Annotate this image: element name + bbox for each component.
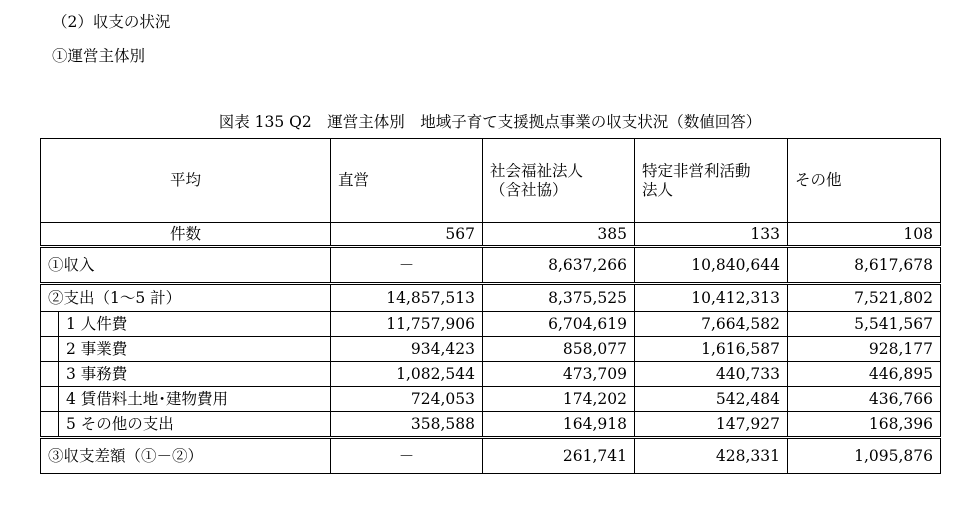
indent-cell	[41, 337, 59, 362]
expense-item-value: 542,484	[635, 387, 788, 412]
table-row	[41, 337, 941, 362]
income-social-welfare: 8,637,266	[483, 247, 635, 284]
expense-item-value: 934,423	[331, 337, 483, 362]
expense-item-value: 168,396	[788, 412, 941, 438]
expense-npo: 10,412,313	[635, 284, 788, 312]
expense-item-value: 147,927	[635, 412, 788, 438]
indent-cell	[41, 312, 59, 337]
expense-item-value: 7,664,582	[635, 312, 788, 337]
section-heading: （2）収支の状況	[52, 13, 171, 31]
expense-item-value: 440,733	[635, 362, 788, 387]
expense-item-label: 3 事務費	[59, 362, 331, 387]
expense-item-value: 1,616,587	[635, 337, 788, 362]
table-row	[41, 387, 941, 412]
header-average: 平均	[41, 139, 331, 223]
expense-item-value: 928,177	[788, 337, 941, 362]
count-row	[41, 223, 941, 247]
indent-cell	[41, 412, 59, 438]
indent-cell	[41, 362, 59, 387]
balance-social-welfare: 261,741	[483, 438, 635, 474]
income-label: ①収入	[41, 247, 331, 284]
balance-npo: 428,331	[635, 438, 788, 474]
expense-item-value: 436,766	[788, 387, 941, 412]
indent-cell	[41, 387, 59, 412]
expense-item-value: 5,541,567	[788, 312, 941, 337]
balance-label: ③収支差額（①－②）	[41, 438, 331, 474]
table-row	[41, 312, 941, 337]
header-row	[41, 139, 941, 223]
expense-item-value: 164,918	[483, 412, 635, 438]
balance-other: 1,095,876	[788, 438, 941, 474]
expense-item-value: 858,077	[483, 337, 635, 362]
expense-item-value: 11,757,906	[331, 312, 483, 337]
count-label: 件数	[41, 223, 331, 247]
balance-row	[41, 438, 941, 474]
expense-item-label: 1 人件費	[59, 312, 331, 337]
expense-item-label: 4 賃借料土地･建物費用	[59, 387, 331, 412]
header-col-direct: 直営	[331, 139, 483, 223]
expense-item-value: 174,202	[483, 387, 635, 412]
expense-item-value: 724,053	[331, 387, 483, 412]
expense-item-value: 6,704,619	[483, 312, 635, 337]
income-direct: －	[331, 247, 483, 284]
count-social-welfare: 385	[483, 223, 635, 247]
expense-label: ②支出（1～5 計）	[41, 284, 331, 312]
balance-direct: －	[331, 438, 483, 474]
expense-item-value: 473,709	[483, 362, 635, 387]
expense-item-value: 1,082,544	[331, 362, 483, 387]
table-caption: 図表 135 Q2 運営主体別 地域子育て支援拠点事業の収支状況（数値回答）	[218, 113, 762, 131]
expense-item-label: 5 その他の支出	[59, 412, 331, 438]
expense-social-welfare: 8,375,525	[483, 284, 635, 312]
table-row	[41, 362, 941, 387]
expense-item-label: 2 事業費	[59, 337, 331, 362]
header-col-other: その他	[788, 139, 941, 223]
expense-direct: 14,857,513	[331, 284, 483, 312]
subsection-heading: ①運営主体別	[52, 47, 146, 65]
header-col-social-welfare: 社会福祉法人 （含社協）	[483, 139, 635, 223]
income-npo: 10,840,644	[635, 247, 788, 284]
table-row	[41, 412, 941, 438]
income-row	[41, 247, 941, 284]
count-direct: 567	[331, 223, 483, 247]
expense-row	[41, 284, 941, 312]
income-expense-table	[40, 138, 941, 474]
expense-item-value: 446,895	[788, 362, 941, 387]
expense-item-value: 358,588	[331, 412, 483, 438]
header-col-npo: 特定非営利活動 法人	[635, 139, 788, 223]
count-other: 108	[788, 223, 941, 247]
count-npo: 133	[635, 223, 788, 247]
expense-other: 7,521,802	[788, 284, 941, 312]
income-other: 8,617,678	[788, 247, 941, 284]
